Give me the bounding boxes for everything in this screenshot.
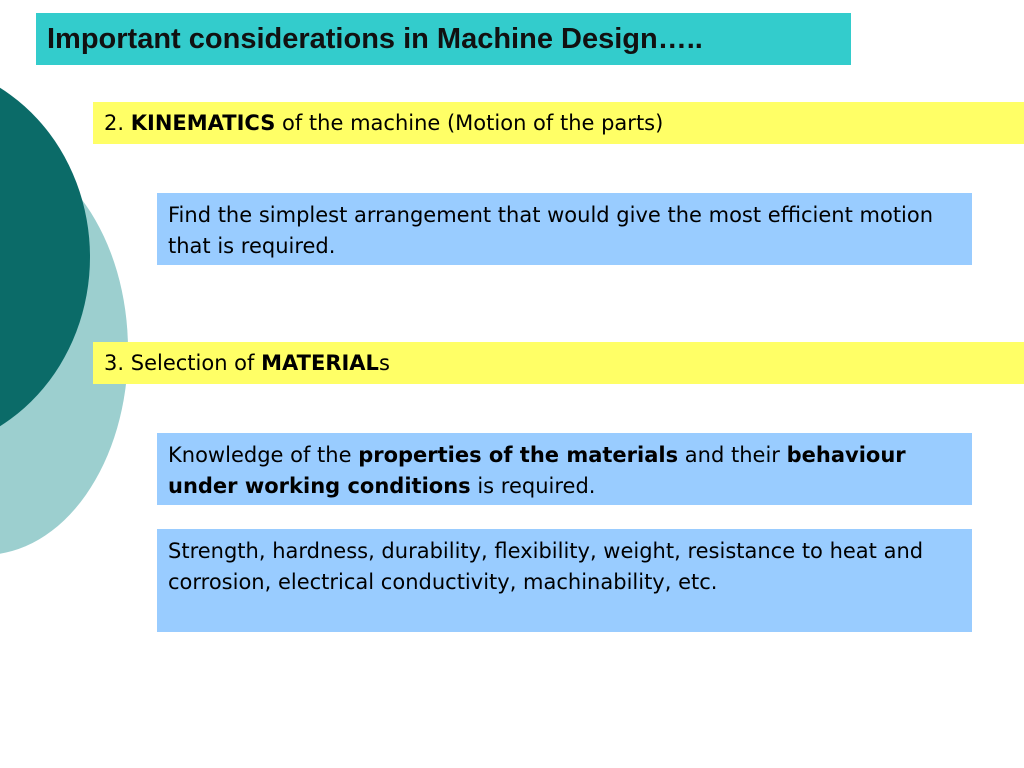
heading-kinematics-number: 2. [104,111,125,135]
title-banner [36,13,851,65]
knowledge-bold-properties: properties of the materials [358,443,679,467]
properties-list-box [157,529,972,632]
knowledge-box [157,433,972,505]
properties-list-text: Strength, hardness, durability, flexibility, weight, resistance to heat and corrosion, electrical conductivity, machinability, etc. [168,539,924,594]
heading-kinematics-rest: of the machine (Motion of the parts) [282,111,664,135]
motion-description-box [157,193,972,265]
knowledge-text-part3: is required. [477,474,596,498]
heading-materials-keyword: MATERIAL [261,351,379,375]
heading-materials-number: 3. [104,351,125,375]
knowledge-text-part1: Knowledge of the [168,443,352,467]
heading-kinematics-keyword: KINEMATICS [130,111,276,135]
knowledge-text-part2: and their [684,443,780,467]
knowledge-bold-behaviour: behaviour under working conditions [168,443,906,498]
heading-materials [93,342,1024,384]
heading-materials-prefix: Selection of [130,351,255,375]
motion-description-text: Find the simplest arrangement that would give the most efficient motion that is required. [168,203,934,258]
heading-materials-suffix: s [378,351,390,375]
slide-title: Important considerations in Machine Design….. [47,23,703,55]
heading-kinematics [93,102,1024,144]
